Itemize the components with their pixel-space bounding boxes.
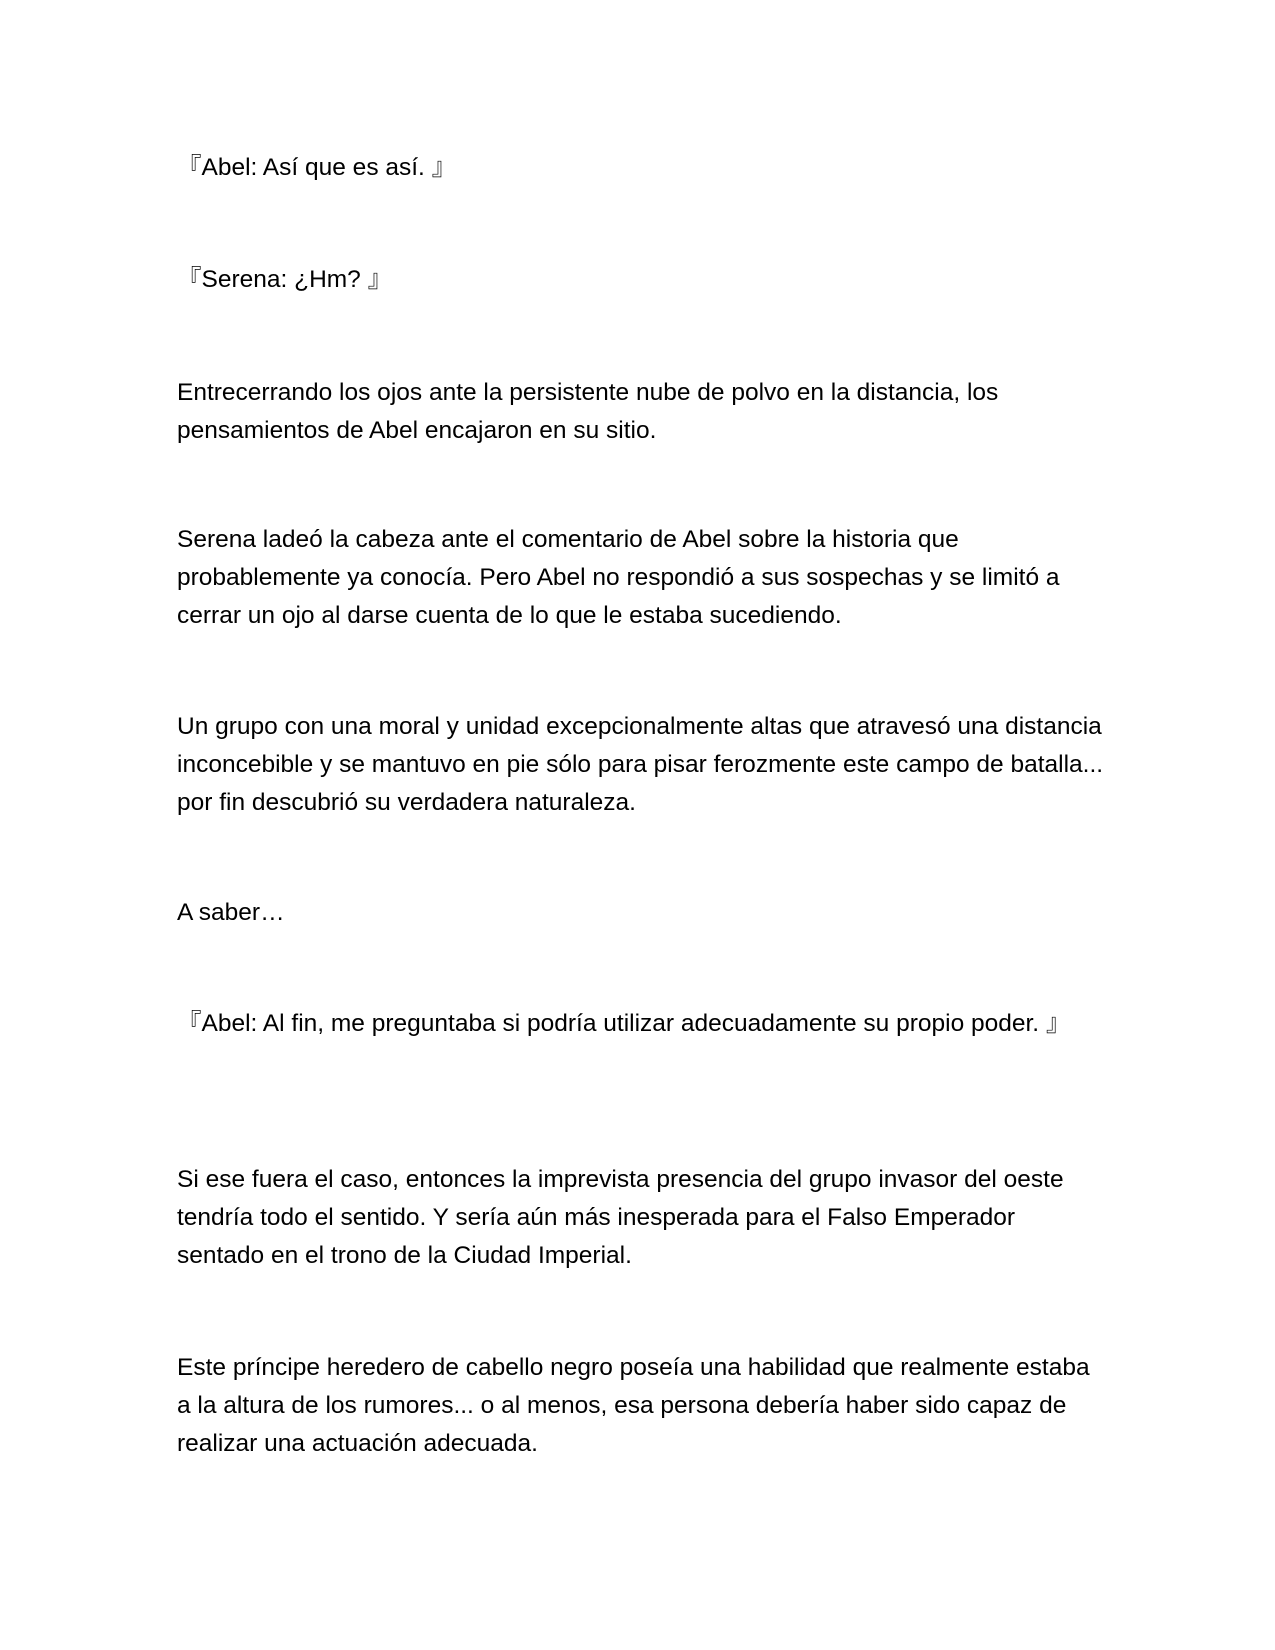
narration-paragraph-3: Un grupo con una moral y unidad excepcionalmente altas que atravesó una distancia inconcebible y se mantuvo en pie sólo para pisar ferozmente este campo de batalla... por fin descubrió su verdadera naturaleza. [177, 713, 1110, 816]
narration-paragraph-2: Serena ladeó la cabeza ante el comentario de Abel sobre la historia que probablemente ya conocía. Pero Abel no respondió a sus sospechas y se limitó a cerrar un ojo al darse cuenta de lo que le estaba sucediendo. [177, 526, 1067, 629]
dialogue-abel-2: 『Abel: Al fin, me preguntaba si podría utilizar adecuadamente su propio poder. 』 [177, 1010, 1071, 1037]
narration-paragraph-6: Este príncipe heredero de cabello negro poseía una habilidad que realmente estaba a la altura de los rumores... o al menos, esa persona debería haber sido capaz de realizar una actuación adecuada. [177, 1354, 1097, 1457]
dialogue-serena: 『Serena: ¿Hm? 』 [177, 266, 393, 293]
narration-paragraph-4: A saber… [177, 899, 285, 926]
narration-paragraph-1: Entrecerrando los ojos ante la persistente nube de polvo en la distancia, los pensamientos de Abel encajaron en su sitio. [177, 379, 1006, 444]
narration-paragraph-5: Si ese fuera el caso, entonces la imprevista presencia del grupo invasor del oeste tendría todo el sentido. Y sería aún más inesperada para el Falso Emperador sentado en el trono de la Ciudad Imperial. [177, 1166, 1071, 1269]
dialogue-abel-1: 『Abel: Así que es así. 』 [177, 154, 457, 181]
